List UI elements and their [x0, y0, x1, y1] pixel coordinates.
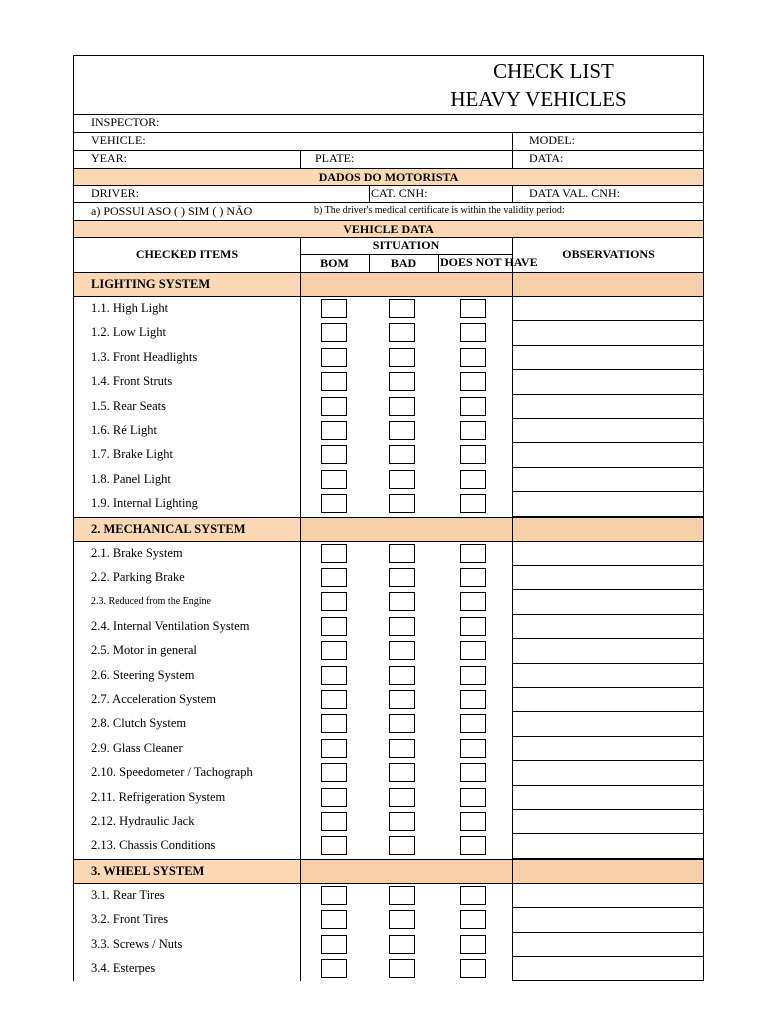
- bom-checkbox[interactable]: [321, 544, 347, 563]
- bom-checkbox[interactable]: [321, 299, 347, 318]
- does-not-have-checkbox[interactable]: [460, 812, 486, 831]
- vehicle-label: VEHICLE:: [91, 133, 146, 147]
- bom-checkbox[interactable]: [321, 323, 347, 342]
- bad-checkbox[interactable]: [389, 544, 415, 563]
- divider: [300, 590, 301, 614]
- bom-checkbox[interactable]: [321, 641, 347, 660]
- checklist-row: [74, 688, 703, 712]
- observation-field[interactable]: [512, 419, 703, 443]
- does-not-have-checkbox[interactable]: [460, 788, 486, 807]
- divider: [300, 957, 301, 981]
- divider: [300, 346, 301, 370]
- item-label: 2.12. Hydraulic Jack: [91, 814, 195, 828]
- divider: [512, 185, 513, 202]
- divider: [300, 712, 301, 736]
- checklist-row: [74, 957, 703, 981]
- bad-checkbox[interactable]: [389, 910, 415, 929]
- bom-checkbox[interactable]: [321, 445, 347, 464]
- item-label: 2.1. Brake System: [91, 545, 183, 560]
- dados-motorista-band: [74, 168, 703, 186]
- year-label: YEAR:: [91, 151, 127, 165]
- bad-checkbox[interactable]: [389, 666, 415, 685]
- bom-checkbox[interactable]: [321, 886, 347, 905]
- item-label: 1.8. Panel Light: [91, 471, 171, 486]
- section-header: [74, 517, 703, 542]
- observation-field[interactable]: [512, 884, 703, 908]
- item-label: 1.1. High Light: [91, 301, 169, 315]
- bom-checkbox[interactable]: [321, 494, 347, 513]
- bad-checkbox[interactable]: [389, 886, 415, 905]
- section-header-cell: [300, 518, 513, 541]
- divider: [300, 297, 301, 321]
- checklist-row: [74, 664, 703, 688]
- item-label: 2.7. Acceleration System: [91, 692, 216, 706]
- bad-checkbox[interactable]: [389, 348, 415, 367]
- does-not-have-checkbox[interactable]: [460, 935, 486, 954]
- does-not-have-checkbox[interactable]: [460, 666, 486, 685]
- item-label: 2.9. Glass Cleaner: [91, 740, 183, 755]
- observation-field[interactable]: [512, 492, 703, 516]
- checklist-row: [74, 639, 703, 663]
- bad-checkbox[interactable]: [389, 397, 415, 416]
- does-not-have-checkbox[interactable]: [460, 617, 486, 636]
- divider: [300, 639, 301, 663]
- does-not-have-checkbox[interactable]: [460, 470, 486, 489]
- divider: [300, 908, 301, 932]
- does-not-have-checkbox[interactable]: [460, 445, 486, 464]
- bad-checkbox[interactable]: [389, 690, 415, 709]
- does-not-have-checkbox[interactable]: [460, 592, 486, 611]
- observation-field[interactable]: [512, 834, 703, 858]
- item-label: 2.8. Clutch System: [91, 716, 187, 731]
- section-header: [74, 859, 703, 884]
- does-not-have-checkbox[interactable]: [460, 959, 486, 978]
- checklist-row: [74, 761, 703, 785]
- item-label: 1.7. Brake Light: [91, 447, 173, 462]
- checklist-row: [74, 419, 703, 443]
- observation-field[interactable]: [512, 321, 703, 345]
- bom-checkbox[interactable]: [321, 348, 347, 367]
- checklist-row: [74, 395, 703, 419]
- checked-items-header: CHECKED ITEMS: [135, 247, 239, 261]
- section-title: 2. MECHANICAL SYSTEM: [91, 521, 246, 536]
- divider: [300, 688, 301, 712]
- item-label: 1.5. Rear Seats: [91, 398, 166, 413]
- does-not-have-checkbox[interactable]: [460, 568, 486, 587]
- divider: [74, 202, 703, 203]
- bom-checkbox[interactable]: [321, 739, 347, 758]
- divider: [300, 933, 301, 957]
- observation-field[interactable]: [512, 639, 703, 663]
- section-header-cell: [512, 860, 703, 883]
- bom-checkbox[interactable]: [321, 592, 347, 611]
- divider: [300, 443, 301, 467]
- bom-checkbox[interactable]: [321, 763, 347, 782]
- divider: [300, 468, 301, 492]
- data-label: DATA:: [529, 151, 564, 165]
- divider: [300, 492, 301, 516]
- possui-aso-label: a) POSSUI ASO ( ) SIM ( ) NÃO: [91, 204, 253, 218]
- does-not-have-checkbox[interactable]: [460, 714, 486, 733]
- divider: [300, 737, 301, 761]
- divider: [300, 615, 301, 639]
- observation-field[interactable]: [512, 443, 703, 467]
- bom-checkbox[interactable]: [321, 812, 347, 831]
- observation-field[interactable]: [512, 615, 703, 639]
- bad-header: BAD: [390, 256, 417, 270]
- observation-field[interactable]: [512, 566, 703, 590]
- observation-field[interactable]: [512, 737, 703, 761]
- item-label: 3.2. Front Tires: [91, 912, 169, 927]
- bad-checkbox[interactable]: [389, 372, 415, 391]
- item-label: 2.5. Motor in general: [91, 643, 197, 658]
- observation-field[interactable]: [512, 370, 703, 394]
- does-not-have-checkbox[interactable]: [460, 348, 486, 367]
- observation-field[interactable]: [512, 468, 703, 492]
- checklist-row: [74, 443, 703, 467]
- does-not-have-checkbox[interactable]: [460, 421, 486, 440]
- divider: [300, 150, 301, 168]
- driver-label: DRIVER:: [91, 186, 139, 200]
- bom-checkbox[interactable]: [321, 959, 347, 978]
- checklist-sheet: [73, 55, 704, 981]
- divider: [300, 664, 301, 688]
- item-label: 2.2. Parking Brake: [91, 570, 185, 584]
- bom-checkbox[interactable]: [321, 836, 347, 855]
- checklist-row: [74, 370, 703, 394]
- observation-field[interactable]: [512, 542, 703, 566]
- item-label: 1.3. Front Headlights: [91, 349, 198, 364]
- divider: [300, 321, 301, 345]
- bad-checkbox[interactable]: [389, 763, 415, 782]
- item-label: 1.4. Front Struts: [91, 374, 173, 389]
- observation-field[interactable]: [512, 908, 703, 932]
- item-label: 2.4. Internal Ventilation System: [91, 618, 250, 633]
- does-not-have-checkbox[interactable]: [460, 323, 486, 342]
- divider: [300, 395, 301, 419]
- bad-checkbox[interactable]: [389, 568, 415, 587]
- bom-checkbox[interactable]: [321, 714, 347, 733]
- bom-checkbox[interactable]: [321, 568, 347, 587]
- bom-checkbox[interactable]: [321, 470, 347, 489]
- does-not-have-checkbox[interactable]: [460, 763, 486, 782]
- checklist-row: [74, 884, 703, 908]
- checklist-row: [74, 321, 703, 345]
- bad-checkbox[interactable]: [389, 959, 415, 978]
- checklist-row: [74, 297, 703, 321]
- divider: [300, 786, 301, 810]
- section-title: LIGHTING SYSTEM: [91, 277, 211, 291]
- does-not-have-checkbox[interactable]: [460, 641, 486, 660]
- data-val-cnh-label: DATA VAL. CNH:: [529, 186, 620, 200]
- observation-field[interactable]: [512, 664, 703, 688]
- bad-checkbox[interactable]: [389, 323, 415, 342]
- bom-header: BOM: [320, 256, 349, 270]
- checklist-row: [74, 615, 703, 639]
- item-label: 1.6. Ré Light: [91, 423, 157, 437]
- observation-field[interactable]: [512, 688, 703, 712]
- dados-motorista-title: DADOS DO MOTORISTA: [318, 170, 459, 184]
- item-label: 2.11. Refrigeration System: [91, 789, 226, 804]
- title-line-1: CHECK LIST: [493, 59, 614, 83]
- checklist-row: [74, 933, 703, 957]
- observation-field[interactable]: [512, 395, 703, 419]
- medical-cert-label: b) The driver's medical certificate is within the validity period:: [314, 205, 565, 216]
- bom-checkbox[interactable]: [321, 788, 347, 807]
- divider: [74, 132, 703, 133]
- situation-header: SITUATION: [372, 238, 440, 252]
- does-not-have-checkbox[interactable]: [460, 299, 486, 318]
- item-label: 1.2. Low Light: [91, 325, 166, 340]
- checklist-row: [74, 468, 703, 492]
- bad-checkbox[interactable]: [389, 812, 415, 831]
- checklist-row: [74, 590, 703, 614]
- does-not-have-checkbox[interactable]: [460, 836, 486, 855]
- observation-field[interactable]: [512, 712, 703, 736]
- does-not-have-checkbox[interactable]: [460, 544, 486, 563]
- divider: [300, 761, 301, 785]
- divider: [369, 185, 370, 202]
- bad-checkbox[interactable]: [389, 739, 415, 758]
- bom-checkbox[interactable]: [321, 617, 347, 636]
- bad-checkbox[interactable]: [389, 421, 415, 440]
- checklist-row: [74, 492, 703, 516]
- does-not-have-header: DOES NOT HAVE: [440, 255, 538, 269]
- bom-checkbox[interactable]: [321, 910, 347, 929]
- observation-field[interactable]: [512, 810, 703, 834]
- observations-header: OBSERVATIONS: [562, 247, 655, 261]
- bom-checkbox[interactable]: [321, 666, 347, 685]
- item-label: 3.1. Rear Tires: [91, 887, 165, 902]
- divider: [74, 114, 703, 115]
- item-label: 1.9. Internal Lighting: [91, 496, 198, 511]
- section-title: 3. WHEEL SYSTEM: [91, 863, 205, 878]
- item-label: 2.13. Chassis Conditions: [91, 838, 216, 853]
- bom-checkbox[interactable]: [321, 372, 347, 391]
- divider: [300, 419, 301, 443]
- observation-field[interactable]: [512, 933, 703, 957]
- checklist-row: [74, 834, 703, 858]
- observation-field[interactable]: [512, 590, 703, 614]
- divider: [300, 884, 301, 908]
- checklist-row: [74, 786, 703, 810]
- divider: [438, 254, 439, 272]
- observation-field[interactable]: [512, 957, 703, 981]
- plate-label: PLATE:: [315, 151, 355, 165]
- cat-cnh-label: CAT. CNH:: [371, 186, 428, 200]
- divider: [300, 370, 301, 394]
- item-label: 3.4. Esterpes: [91, 961, 156, 975]
- item-label: 2.3. Reduced from the Engine: [91, 596, 211, 608]
- checklist-row: [74, 810, 703, 834]
- checklist-row: [74, 566, 703, 590]
- model-label: MODEL:: [529, 133, 575, 147]
- observation-field[interactable]: [512, 761, 703, 785]
- divider: [74, 150, 703, 151]
- bad-checkbox[interactable]: [389, 788, 415, 807]
- checklist-row: [74, 542, 703, 566]
- bad-checkbox[interactable]: [389, 299, 415, 318]
- bom-checkbox[interactable]: [321, 397, 347, 416]
- vehicle-data-title: VEHICLE DATA: [343, 222, 434, 236]
- bad-checkbox[interactable]: [389, 641, 415, 660]
- bad-checkbox[interactable]: [389, 592, 415, 611]
- bom-checkbox[interactable]: [321, 690, 347, 709]
- does-not-have-checkbox[interactable]: [460, 372, 486, 391]
- observation-field[interactable]: [512, 786, 703, 810]
- inspector-label: INSPECTOR:: [91, 115, 160, 129]
- checklist-row: [74, 908, 703, 932]
- bom-checkbox[interactable]: [321, 935, 347, 954]
- bad-checkbox[interactable]: [389, 470, 415, 489]
- bad-checkbox[interactable]: [389, 935, 415, 954]
- checklist-row: [74, 712, 703, 736]
- does-not-have-checkbox[interactable]: [460, 739, 486, 758]
- does-not-have-checkbox[interactable]: [460, 910, 486, 929]
- bad-checkbox[interactable]: [389, 836, 415, 855]
- bad-checkbox[interactable]: [389, 617, 415, 636]
- item-label: 2.6. Steering System: [91, 667, 195, 682]
- item-label: 2.10. Speedometer / Tachograph: [91, 765, 253, 780]
- vehicle-data-band: [74, 220, 703, 238]
- item-label: 3.3. Screws / Nuts: [91, 936, 183, 951]
- observation-field[interactable]: [512, 346, 703, 370]
- divider: [300, 542, 301, 566]
- bad-checkbox[interactable]: [389, 494, 415, 513]
- does-not-have-checkbox[interactable]: [460, 690, 486, 709]
- divider: [300, 566, 301, 590]
- section-header: [74, 272, 703, 297]
- observation-field[interactable]: [512, 297, 703, 321]
- bom-checkbox[interactable]: [321, 421, 347, 440]
- divider: [300, 834, 301, 858]
- bad-checkbox[interactable]: [389, 714, 415, 733]
- bad-checkbox[interactable]: [389, 445, 415, 464]
- checklist-row: [74, 737, 703, 761]
- section-header-cell: [512, 518, 703, 541]
- title-line-2: HEAVY VEHICLES: [450, 87, 627, 111]
- section-header-cell: [512, 273, 703, 296]
- does-not-have-checkbox[interactable]: [460, 397, 486, 416]
- checklist-row: [74, 346, 703, 370]
- does-not-have-checkbox[interactable]: [460, 886, 486, 905]
- section-header-cell: [300, 273, 513, 296]
- section-header-cell: [300, 860, 513, 883]
- divider: [300, 810, 301, 834]
- does-not-have-checkbox[interactable]: [460, 494, 486, 513]
